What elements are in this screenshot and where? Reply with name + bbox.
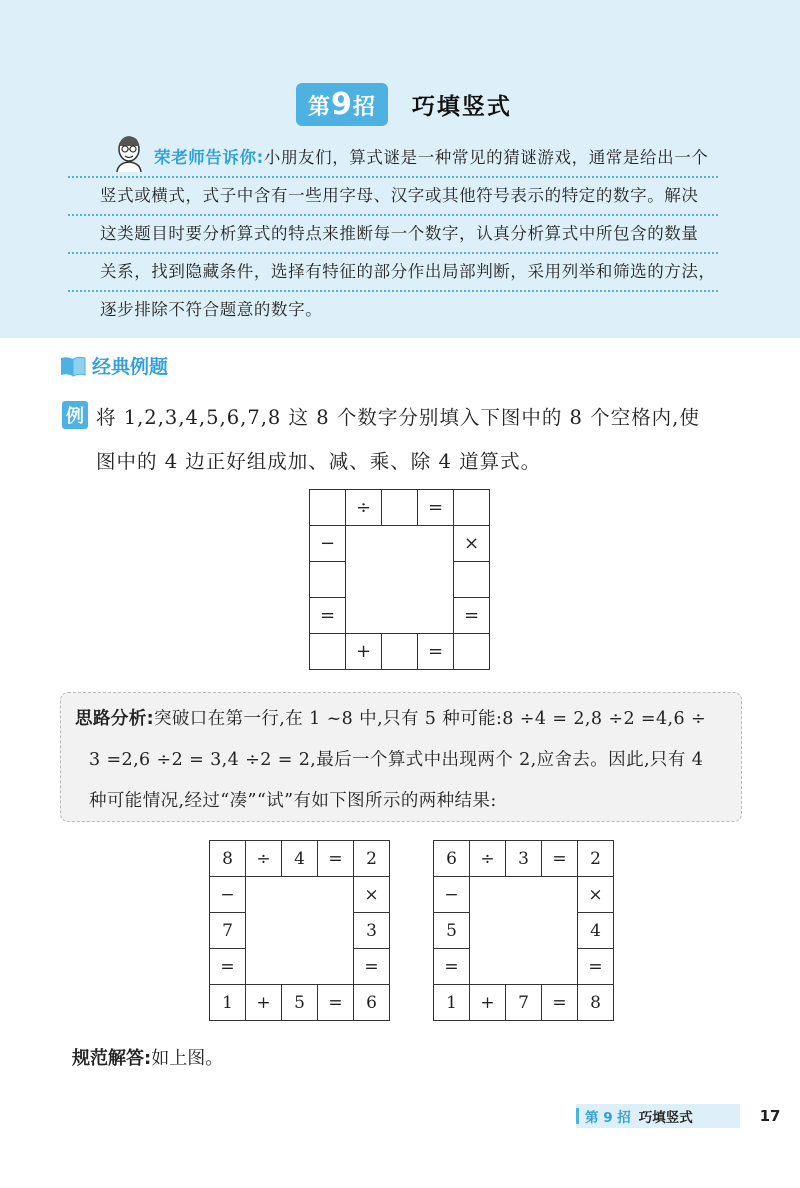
- grid-center: [318, 877, 354, 913]
- grid-center: [246, 913, 282, 949]
- grid-cell: [310, 490, 346, 526]
- grid-cell: [454, 634, 490, 670]
- example-line: 将 1,2,3,4,5,6,7,8 这 8 个数字分别填入下图中的 8 个空格内,使: [96, 406, 700, 429]
- grid-center: [246, 949, 282, 985]
- grid-cell: 7: [506, 985, 542, 1021]
- footer-title: 巧填竖式: [638, 1110, 693, 1126]
- grid-cell: ×: [354, 877, 390, 913]
- chapter-badge: 第9招: [296, 83, 388, 126]
- footer-accent-bar: [576, 1108, 579, 1124]
- page-footer: [576, 1104, 800, 1128]
- grid-center: [542, 913, 578, 949]
- grid-cell: =: [318, 841, 354, 877]
- grid-center: [346, 562, 382, 598]
- puzzle-grid: [309, 489, 490, 670]
- grid-center: [506, 913, 542, 949]
- grid-cell: 2: [578, 841, 614, 877]
- example-text: [96, 396, 746, 484]
- answer-text: 如上图。: [151, 1048, 224, 1069]
- grid-cell: [310, 562, 346, 598]
- grid-cell: 4: [282, 841, 318, 877]
- book-icon: [60, 355, 86, 377]
- grid-cell: =: [542, 985, 578, 1021]
- grid-center: [542, 877, 578, 913]
- analysis-line: 种可能情况,经过“凑”“试”有如下图所示的两种结果:: [89, 791, 497, 811]
- grid-center: [506, 877, 542, 913]
- grid-center: [318, 949, 354, 985]
- grid-cell: =: [578, 949, 614, 985]
- answer-label: 规范解答:: [72, 1048, 152, 1069]
- grid-cell: ×: [454, 526, 490, 562]
- analysis-line: 3 =2,6 ÷2 = 3,4 ÷2 = 2,最后一个算式中出现两个 2,应舍去。因此,只有 4: [89, 750, 704, 770]
- grid-center: [346, 526, 382, 562]
- footer-chapter: 第 9 招: [585, 1110, 631, 1126]
- grid-cell: [454, 490, 490, 526]
- grid-cell: −: [434, 877, 470, 913]
- grid-center: [282, 949, 318, 985]
- section-title: 经典例题: [92, 356, 169, 378]
- grid-cell: 8: [210, 841, 246, 877]
- grid-cell: −: [210, 877, 246, 913]
- grid-center: [382, 598, 418, 634]
- grid-center: [418, 526, 454, 562]
- tip-line: 荣老师告诉你:小朋友们，算式谜是一种常见的猜谜游戏，通常是给出一个: [68, 140, 718, 178]
- grid-cell: ×: [578, 877, 614, 913]
- grid-cell: [382, 490, 418, 526]
- grid-center: [418, 562, 454, 598]
- tip-line: 这类题目时要分析算式的特点来推断每一个数字，认真分析算式中所包含的数量: [68, 216, 718, 254]
- grid-cell: 8: [578, 985, 614, 1021]
- grid-cell: 5: [282, 985, 318, 1021]
- grid-cell: =: [454, 598, 490, 634]
- grid-cell: =: [310, 598, 346, 634]
- grid-cell: =: [210, 949, 246, 985]
- tip-label: 荣老师告诉你:: [154, 148, 264, 167]
- analysis-line: 思路分析:突破口在第一行,在 1 ~8 中,只有 5 种可能:8 ÷4 = 2,8 ÷2 =4,6 ÷: [75, 709, 707, 729]
- grid-center: [282, 913, 318, 949]
- solution-grid-1: [209, 840, 390, 1021]
- teacher-tip-box: [68, 140, 718, 328]
- grid-center: [470, 877, 506, 913]
- grid-cell: +: [346, 634, 382, 670]
- solution-grid-2: [433, 840, 614, 1021]
- grid-cell: 4: [578, 913, 614, 949]
- chapter-title-text: 巧填竖式: [411, 93, 512, 120]
- grid-cell: =: [318, 985, 354, 1021]
- grid-cell: 6: [354, 985, 390, 1021]
- example-tag: 例: [62, 401, 88, 429]
- tip-line: 逐步排除不符合题意的数字。: [100, 300, 323, 319]
- grid-cell: 6: [434, 841, 470, 877]
- grid-cell: +: [246, 985, 282, 1021]
- grid-cell: +: [470, 985, 506, 1021]
- grid-center: [506, 949, 542, 985]
- grid-center: [246, 877, 282, 913]
- analysis-box: [60, 692, 742, 822]
- analysis-label: 思路分析:: [75, 709, 154, 729]
- grid-cell: =: [418, 634, 454, 670]
- grid-cell: ÷: [346, 490, 382, 526]
- grid-cell: 7: [210, 913, 246, 949]
- teacher-avatar-icon: [112, 134, 146, 172]
- section-heading: [60, 352, 168, 379]
- grid-cell: 2: [354, 841, 390, 877]
- grid-cell: 5: [434, 913, 470, 949]
- grid-cell: ÷: [470, 841, 506, 877]
- grid-center: [470, 913, 506, 949]
- grid-center: [282, 877, 318, 913]
- grid-cell: ÷: [246, 841, 282, 877]
- grid-cell: [310, 634, 346, 670]
- grid-center: [318, 913, 354, 949]
- page-number: 17: [740, 1104, 800, 1128]
- grid-cell: 3: [506, 841, 542, 877]
- grid-center: [382, 562, 418, 598]
- grid-cell: 1: [210, 985, 246, 1021]
- grid-center: [346, 598, 382, 634]
- chapter-title: [296, 84, 512, 124]
- tip-line: 关系，找到隐藏条件，选择有特征的部分作出局部判断，采用列举和筛选的方法，: [68, 254, 718, 292]
- grid-cell: 3: [354, 913, 390, 949]
- grid-cell: 1: [434, 985, 470, 1021]
- grid-cell: =: [354, 949, 390, 985]
- grid-center: [382, 526, 418, 562]
- grid-cell: [454, 562, 490, 598]
- grid-cell: [382, 634, 418, 670]
- grid-cell: −: [310, 526, 346, 562]
- grid-cell: =: [418, 490, 454, 526]
- tip-line: 竖式或横式，式子中含有一些用字母、汉字或其他符号表示的特定的数字。解决: [68, 178, 718, 216]
- grid-center: [470, 949, 506, 985]
- grid-cell: =: [434, 949, 470, 985]
- standard-answer: [72, 1044, 223, 1070]
- example-line: 图中的 4 边正好组成加、减、乘、除 4 道算式。: [96, 450, 542, 473]
- grid-cell: =: [542, 841, 578, 877]
- grid-center: [418, 598, 454, 634]
- grid-center: [542, 949, 578, 985]
